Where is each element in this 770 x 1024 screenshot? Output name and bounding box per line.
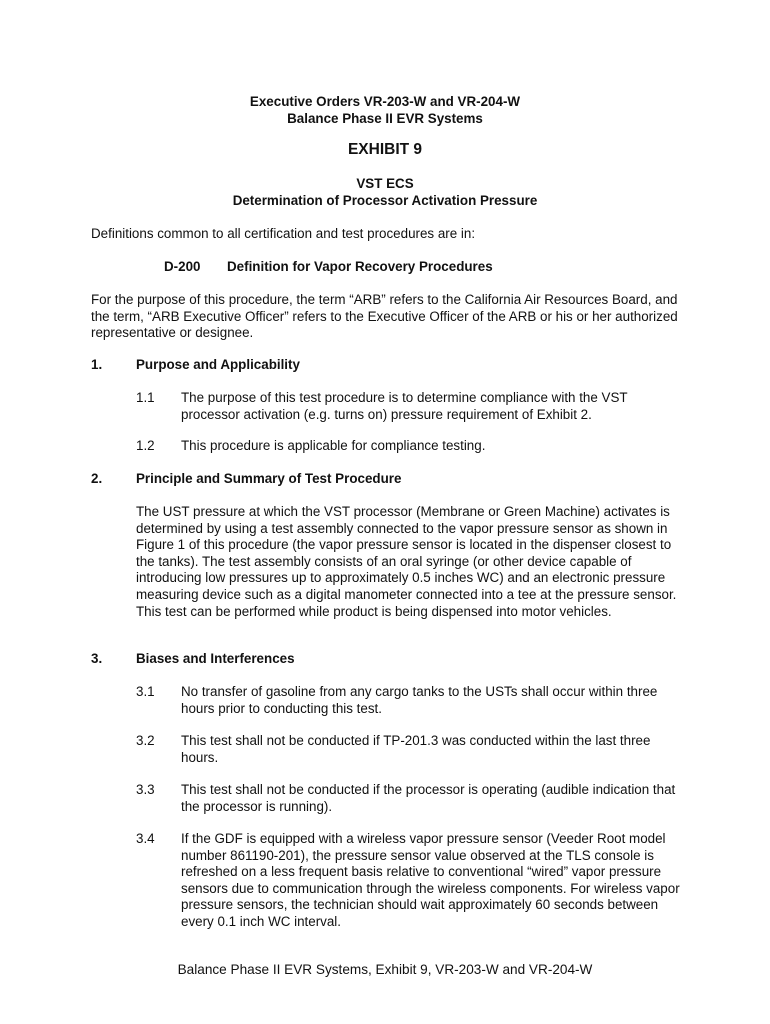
header-line-1: Executive Orders VR-203-W and VR-204-W (249, 94, 521, 109)
subtitle-line-1: VST ECS (356, 176, 414, 191)
document-header (0, 93, 770, 127)
item-3-2-text: This test shall not be conducted if TP-201.3 was conducted within the last three hours. (181, 733, 651, 765)
section-2-body: The UST pressure at which the VST processor (Membrane or Green Machine) activates is determined by using a test assembly connected to the vapor pressure sensor as shown in Figure 1 of this procedure (the vapor pressure sensor is located in the dispenser closest to the tanks). The test assembly consists of an oral syringe (or other device capable of introducing low pressures up to approximately 0.5 inches WC) and an electronic pressure measuring device such as a digital manometer connected into a tee at the pressure sensor. This test can be performed while product is being dispensed into motor vehicles. (136, 504, 677, 619)
subtitle-line-2: Determination of Processor Activation Pressure (232, 193, 538, 208)
section-1-title: Purpose and Applicability (136, 357, 300, 372)
section-1-number: 1. (91, 357, 103, 372)
definition-title: Definition for Vapor Recovery Procedures (227, 259, 493, 274)
item-3-3-number: 3.3 (136, 782, 155, 797)
header-line-2: Balance Phase II EVR Systems (287, 111, 483, 126)
item-1-1-text: The purpose of this test procedure is to determine compliance with the VST processor activation (e.g. turns on) pressure requirement of Exhibit 2. (181, 390, 628, 422)
procedure-title (0, 175, 770, 209)
section-2-number: 2. (91, 471, 103, 486)
exhibit-title: EXHIBIT 9 (347, 141, 423, 158)
item-1-2-text: This procedure is applicable for compliance testing. (181, 438, 486, 453)
item-3-4-number: 3.4 (136, 831, 155, 846)
purpose-paragraph: For the purpose of this procedure, the term “ARB” refers to the California Air Resources Board, and the term, “ARB Executive Officer” refers to the Executive Officer of the ARB or his or her authorized representative or designee. (91, 292, 678, 341)
item-3-3-text: This test shall not be conducted if the processor is operating (audible indication that the processor is running). (181, 782, 676, 814)
item-3-2-number: 3.2 (136, 733, 155, 748)
item-3-1-number: 3.1 (136, 684, 155, 699)
section-2-title: Principle and Summary of Test Procedure (136, 471, 402, 486)
item-3-1-text: No transfer of gasoline from any cargo tanks to the USTs shall occur within three hours prior to conducting this test. (181, 684, 658, 716)
item-3-4-text: If the GDF is equipped with a wireless vapor pressure sensor (Veeder Root model number 861190-201), the pressure sensor value observed at the TLS console is refreshed on a less frequent basis relative to conventional “wired” vapor pressure sensors due to communication through the wireless components. For wireless vapor pressure sensors, the technician should wait approximately 60 seconds between every 0.1 inch WC interval. (181, 831, 680, 929)
section-3-number: 3. (91, 651, 103, 666)
definition-code: D-200 (164, 259, 201, 274)
item-1-1-number: 1.1 (136, 390, 155, 405)
item-1-2-number: 1.2 (136, 438, 155, 453)
page-footer: Balance Phase II EVR Systems, Exhibit 9, VR-203-W and VR-204-W (177, 962, 593, 977)
section-3-title: Biases and Interferences (136, 651, 295, 666)
intro-text: Definitions common to all certification and test procedures are in: (91, 226, 476, 241)
